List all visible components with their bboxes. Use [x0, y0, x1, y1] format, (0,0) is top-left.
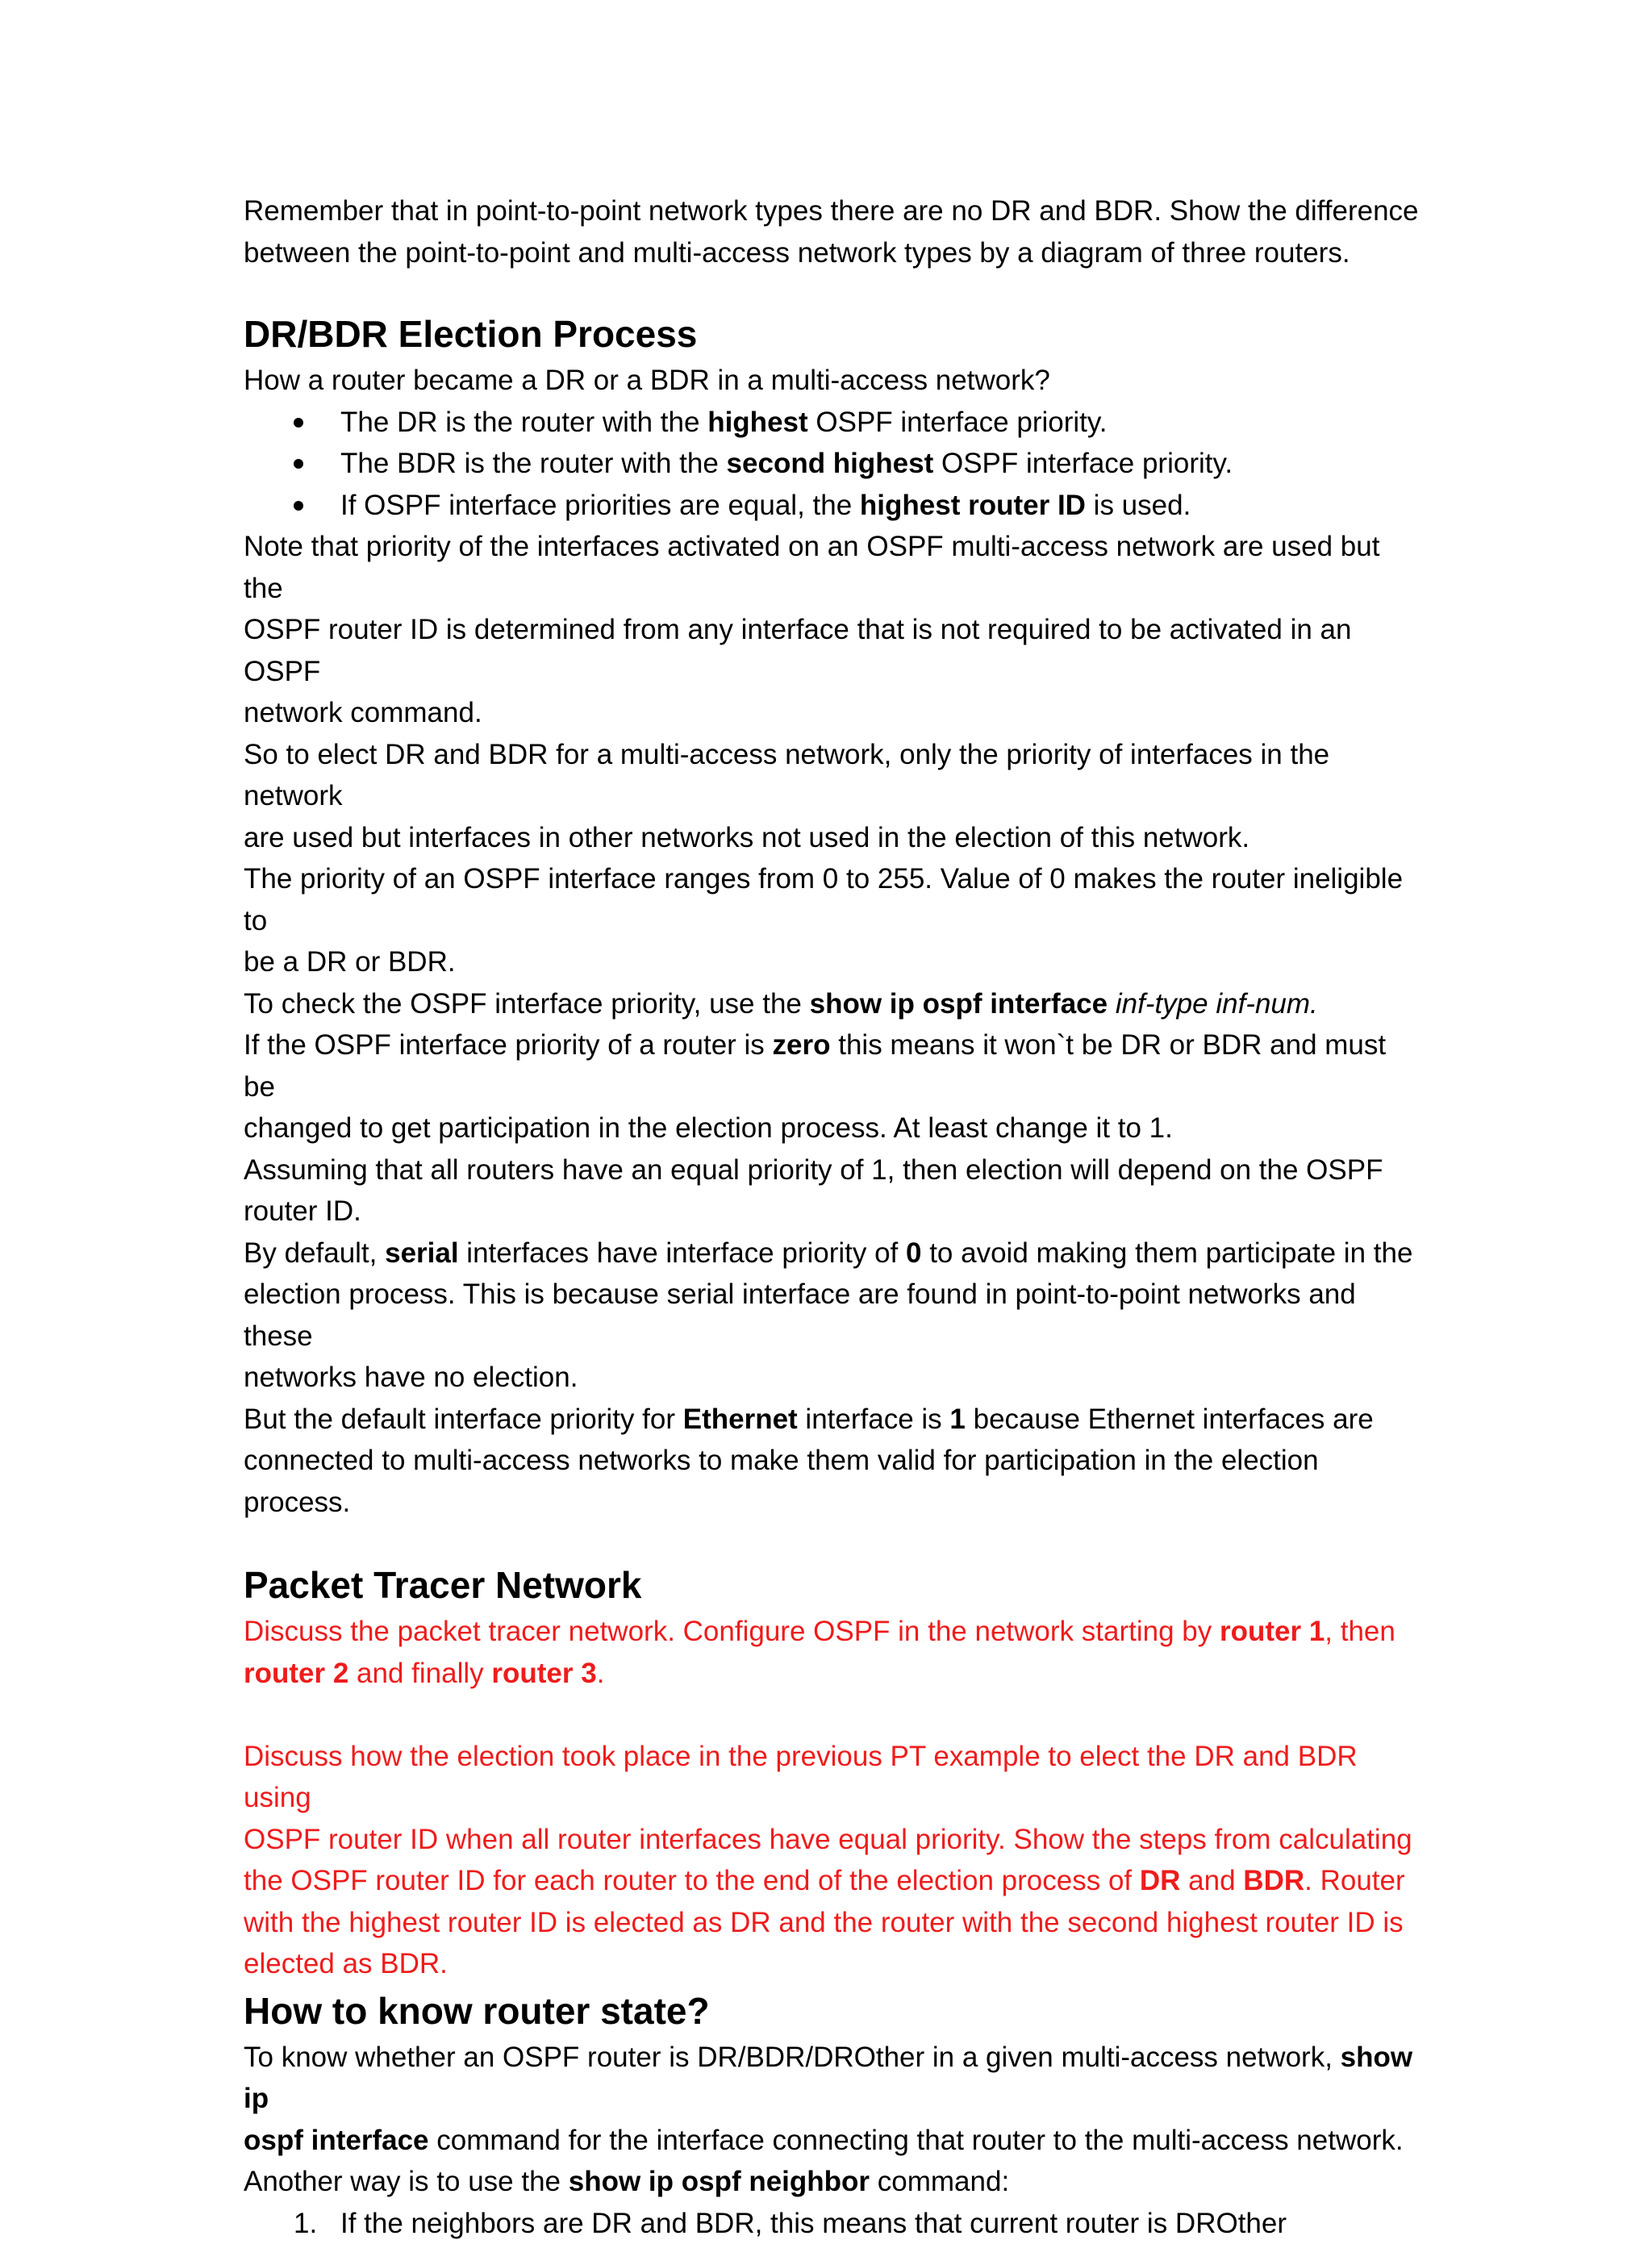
range-paragraph: The priority of an OSPF interface ranges from 0 to 255. Value of 0 makes the router ineligible to be a DR or BDR. [244, 858, 1421, 983]
packet-tracer-paragraph-2: Discuss how the election took place in the previous PT example to elect the DR and BDR using OSPF router ID when all router interfaces have equal priority. Show the steps from calculating the OSPF router ID for each router to the end of the election process of DR and BDR. Router with the highest router ID is elected as DR and the router with the second highest router ID is elected as BDR. [244, 1736, 1421, 1985]
intro-paragraph [244, 190, 1421, 273]
router-state-numbered-list [244, 2203, 1421, 2244]
zero-paragraph: If the OSPF interface priority of a router is zero this means it won`t be DR or BDR and must be changed to get participation in the election process. At least change it to 1. [244, 1024, 1421, 1149]
election-question: How a router became a DR or a BDR in a multi-access network? [244, 360, 1421, 402]
document-page [244, 190, 1421, 2244]
heading-packet-tracer: Packet Tracer Network [244, 1561, 1421, 1609]
election-bullet-list [244, 402, 1421, 527]
list-item: The DR is the router with the highest OSPF interface priority. [244, 402, 1421, 444]
router-state-paragraph-2: Another way is to use the show ip ospf neighbor command: [244, 2161, 1421, 2203]
so-paragraph: So to elect DR and BDR for a multi-access network, only the priority of interfaces in the network are used but interfaces in other networks not used in the election of this network. [244, 734, 1421, 859]
router-state-paragraph-1: To know whether an OSPF router is DR/BDR/DROther in a given multi-access network, show ip ospf interface command for the interface connecting that router to the multi-access network. [244, 2037, 1421, 2162]
ethernet-paragraph: But the default interface priority for Ethernet interface is 1 because Ethernet interfaces are connected to multi-access networks to make them valid for participation in the election process. [244, 1399, 1421, 1524]
list-item: 1. If the neighbors are DR and BDR, this means that current router is DROther [244, 2203, 1421, 2244]
packet-tracer-paragraph-1: Discuss the packet tracer network. Configure OSPF in the network starting by router 1, then router 2 and finally router 3. [244, 1611, 1421, 1694]
note-paragraph: Note that priority of the interfaces activated on an OSPF multi-access network are used but the OSPF router ID is determined from any interface that is not required to be activated in an OSPF network command. [244, 526, 1421, 734]
bullet-dot-icon [294, 501, 303, 511]
bullet-dot-icon [294, 459, 303, 469]
list-item: The BDR is the router with the second highest OSPF interface priority. [244, 443, 1421, 485]
heading-election: DR/BDR Election Process [244, 310, 1421, 358]
list-number: 1. [294, 2203, 317, 2244]
intro-line-2: between the point-to-point and multi-access network types by a diagram of three routers. [244, 237, 1350, 269]
check-paragraph: To check the OSPF interface priority, use the show ip ospf interface inf-type inf-num. [244, 983, 1421, 1025]
heading-router-state: How to know router state? [244, 1987, 1421, 2035]
intro-line-1: Remember that in point-to-point network types there are no DR and BDR. Show the difference [244, 195, 1419, 227]
list-item: If OSPF interface priorities are equal, the highest router ID is used. [244, 485, 1421, 527]
serial-paragraph: By default, serial interfaces have interface priority of 0 to avoid making them participate in the election process. This is because serial interface are found in point-to-point networks and these networks have no election. [244, 1233, 1421, 1399]
bullet-dot-icon [294, 418, 303, 428]
assume-paragraph: Assuming that all routers have an equal priority of 1, then election will depend on the OSPF router ID. [244, 1149, 1421, 1233]
